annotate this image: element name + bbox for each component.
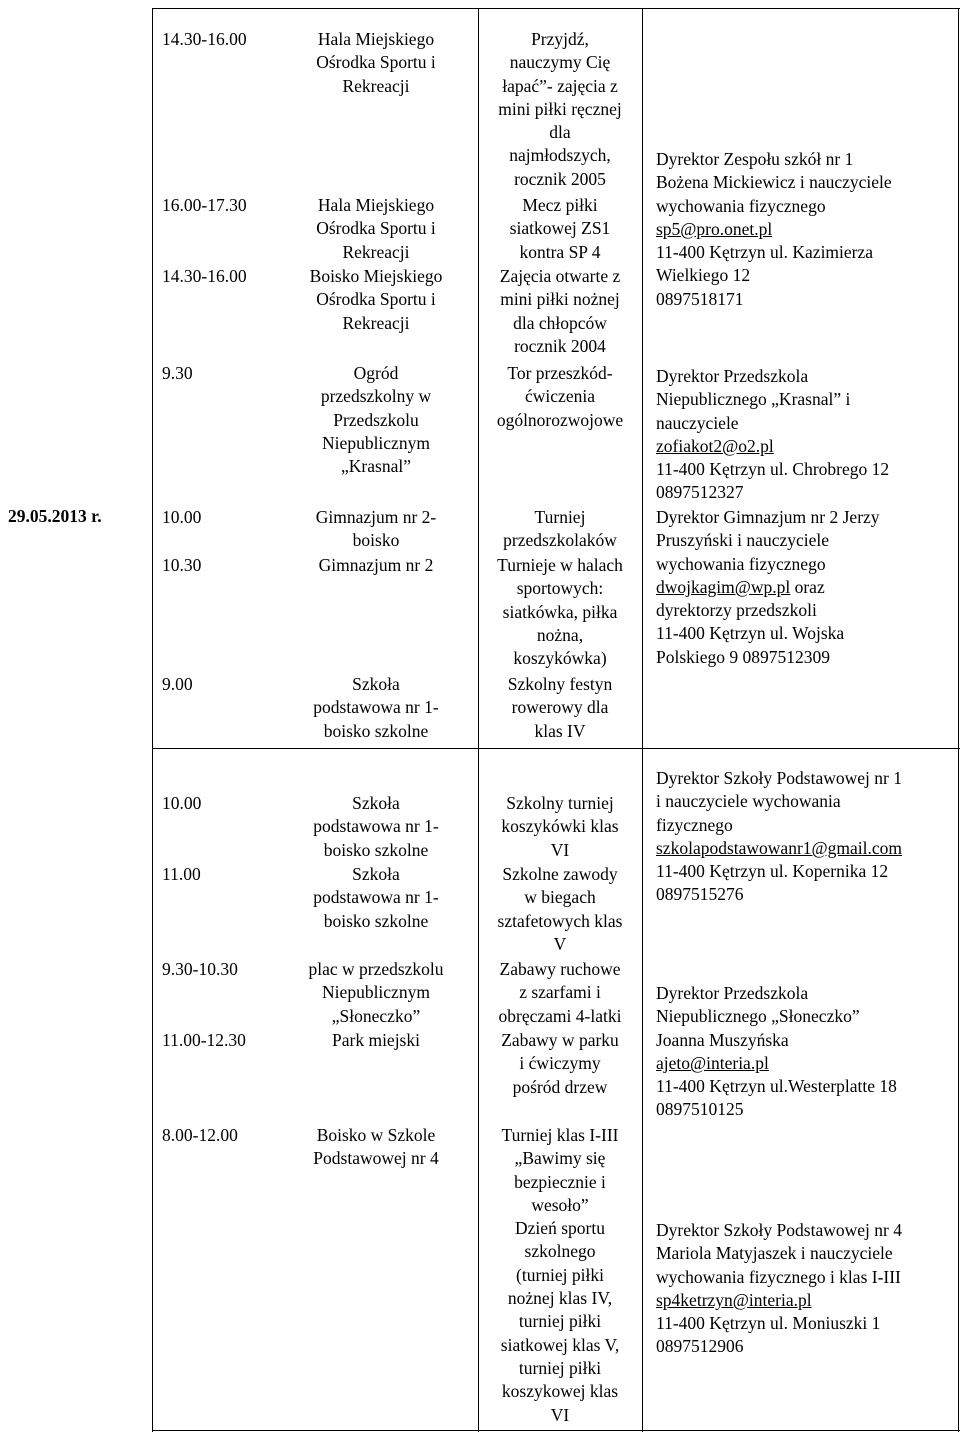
organizer-block: Dyrektor Gimnazjum nr 2 Jerzy Pruszyński i nauczyciele wychowania fizycznego dwojkagim@wp.pl oraz dyrektorzy przedszkoli 11-400 Kętrzyn ul. Wojska Polskiego 9 0897512309: [656, 507, 880, 667]
column-divider-activity: [478, 8, 479, 1432]
column-divider-organizer: [642, 8, 643, 1432]
email-link[interactable]: sp4ketrzyn@interia.pl: [656, 1289, 812, 1310]
event-time: 14.30-16.00: [162, 29, 247, 49]
event-time: 9.30-10.30: [162, 959, 238, 979]
event-time: 11.00-12.30: [162, 1030, 246, 1050]
event-place: Szkoła podstawowa nr 1- boisko szkolne: [313, 674, 439, 741]
event-activity: Szkolny festyn rowerowy dla klas IV: [507, 674, 613, 741]
event-activity: Turniej klas I-III „Bawimy się bezpiecznie i wesoło” Dzień sportu szkolnego (turniej piłki nożnej klas IV, turniej piłki siatkowej klas V, turniej piłki koszykowej klas VI: [500, 1125, 620, 1425]
event-place: Park miejski: [332, 1030, 420, 1050]
event-activity: Szkolny turniej koszykówki klas VI: [501, 793, 619, 860]
table-border-right: [958, 8, 959, 1432]
event-activity: Zabawy w parku i ćwiczymy pośród drzew: [501, 1030, 619, 1097]
event-activity: Mecz piłki siatkowej ZS1 kontra SP 4: [509, 195, 611, 262]
event-place: Hala Miejskiego Ośrodka Sportu i Rekreacji: [316, 195, 436, 262]
event-place: Szkoła podstawowa nr 1- boisko szkolne: [313, 793, 439, 860]
event-activity: Zajęcia otwarte z mini piłki nożnej dla chłopców rocznik 2004: [499, 266, 621, 356]
email-link[interactable]: dwojkagim@wp.pl: [656, 576, 791, 597]
event-date: 29.05.2013 r.: [8, 506, 102, 526]
organizer-block: Dyrektor Przedszkola Niepublicznego „Krasnal” i nauczyciele zofiakot2@o2.pl 11-400 Kętrzyn ul. Chrobrego 12 0897512327: [656, 366, 890, 503]
email-link[interactable]: ajeto@interia.pl: [656, 1052, 769, 1073]
organizer-block: Dyrektor Szkoły Podstawowej nr 4 Mariola Matyjaszek i nauczyciele wychowania fizycznego i klas I-III sp4ketrzyn@interia.pl 11-400 Kętrzyn ul. Moniuszki 1 0897512906: [656, 1220, 902, 1357]
organizer-contact: dwojkagim@wp.pl oraz: [656, 576, 825, 597]
event-place: Ogród przedszkolny w Przedszkolu Niepublicznym „Krasnal”: [320, 363, 432, 477]
event-place: Boisko w Szkole Podstawowej nr 4: [313, 1125, 439, 1169]
event-time: 10.00: [162, 507, 202, 527]
event-time: 11.00: [162, 864, 201, 884]
event-place: plac w przedszkolu Niepublicznym „Słoneczko”: [308, 959, 444, 1026]
email-link[interactable]: szkolapodstawowanr1@gmail.com: [656, 837, 902, 858]
event-activity: Turnieje w halach sportowych: siatkówka, piłka nożna, koszykówka): [497, 555, 623, 669]
event-time: 9.00: [162, 674, 193, 694]
event-place: Gimnazjum nr 2- boisko: [315, 507, 437, 551]
email-link[interactable]: zofiakot2@o2.pl: [656, 435, 774, 456]
organizer-block: Dyrektor Przedszkola Niepublicznego „Słoneczko” Joanna Muszyńska ajeto@interia.pl 11-400 Kętrzyn ul.Westerplatte 18 0897510125: [656, 983, 897, 1120]
organizer-block: Dyrektor Zespołu szkół nr 1 Bożena Mickiewicz i nauczyciele wychowania fizycznego sp5@pro.onet.pl 11-400 Kętrzyn ul. Kazimierza Wielkiego 12 0897518171: [656, 149, 892, 309]
organizer-block: Dyrektor Szkoły Podstawowej nr 1 i nauczyciele wychowania fizycznego szkolapodstawowanr1@gmail.com 11-400 Kętrzyn ul. Kopernika 12 0897515276: [656, 768, 902, 905]
event-time: 10.00: [162, 793, 202, 813]
section-divider: [152, 748, 960, 749]
email-link[interactable]: sp5@pro.onet.pl: [656, 218, 773, 239]
event-time: 14.30-16.00: [162, 266, 247, 286]
event-place: Boisko Miejskiego Ośrodka Sportu i Rekreacji: [309, 266, 443, 333]
event-place: Hala Miejskiego Ośrodka Sportu i Rekreacji: [316, 29, 436, 96]
event-activity: Turniej przedszkolaków: [503, 507, 617, 551]
event-activity: Tor przeszkód- ćwiczenia ogólnorozwojowe: [496, 363, 624, 430]
event-activity: Zabawy ruchowe z szarfami i obręczami 4-latki: [498, 959, 622, 1026]
event-time: 8.00-12.00: [162, 1125, 238, 1145]
event-activity: Przyjdź, nauczymy Cię łapać”- zajęcia z mini piłki ręcznej dla najmłodszych, rocznik 2005: [498, 29, 622, 189]
event-time: 9.30: [162, 363, 193, 383]
event-time: 16.00-17.30: [162, 195, 247, 215]
event-place: Szkoła podstawowa nr 1- boisko szkolne: [313, 864, 439, 931]
event-activity: Szkolne zawody w biegach sztafetowych klas V: [497, 864, 623, 954]
event-place: Gimnazjum nr 2: [318, 555, 434, 575]
event-time: 10.30: [162, 555, 202, 575]
table-border-bottom: [152, 1430, 960, 1431]
table-border-left: [152, 8, 153, 1432]
table-border-top: [152, 8, 960, 9]
